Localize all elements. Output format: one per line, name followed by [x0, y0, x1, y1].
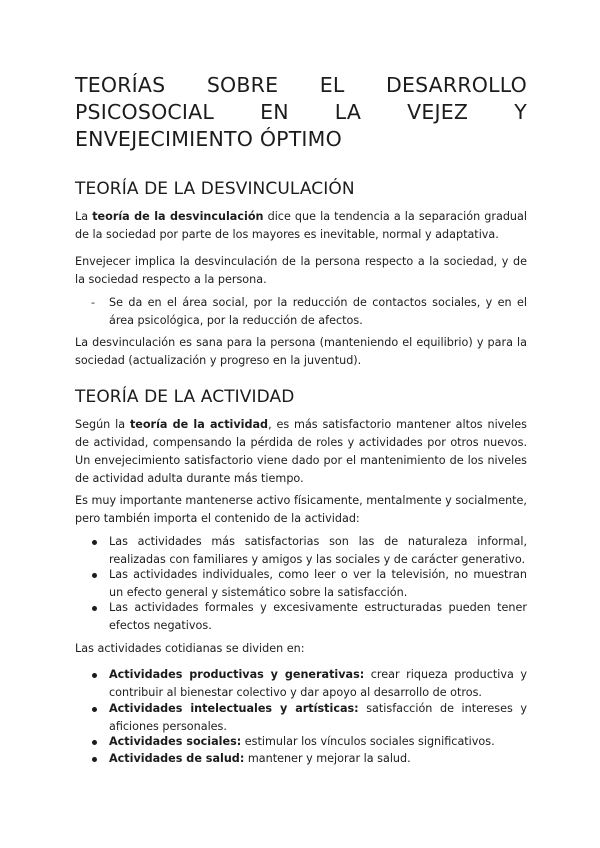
bold-term: Actividades sociales: [109, 735, 242, 748]
paragraph: Es muy importante mantenerse activo físicamente, mentalmente y socialmente, pero también importa el contenido de la actividad: [75, 494, 527, 525]
bullet-icon [92, 573, 97, 578]
paragraph: La desvinculación es sana para la persona (manteniendo el equilibrio) y para la sociedad (actualización y progreso en la juventud). [75, 336, 527, 367]
title-word: Y [514, 100, 527, 124]
bullet-icon [92, 757, 97, 762]
bullet-icon [92, 673, 97, 678]
bold-term: Actividades productivas y generativas: [109, 668, 365, 681]
bold-term: teoría de la desvinculación [92, 210, 264, 223]
list-item: Actividades sociales: estimular los vínculos sociales significativos. [109, 735, 495, 748]
document-title [75, 72, 527, 153]
list-item: Actividades productivas y generativas: crear riqueza productiva y contribuir al bienestar colectivo y dar apoyo al desarrollo de otros. [109, 668, 528, 699]
paragraph: Envejecer implica la desvinculación de la persona respecto a la sociedad, y de la sociedad respecto a la persona. [75, 255, 527, 286]
title-word: EL [319, 73, 345, 97]
section-heading-actividad: TEORÍA DE LA ACTIVIDAD [75, 387, 295, 407]
dash-marker: - [91, 296, 95, 309]
title-word: PSICOSOCIAL [75, 100, 215, 124]
bold-term: Actividades de salud: [109, 752, 245, 765]
bold-term: Actividades intelectuales y artísticas: [109, 702, 359, 715]
list-item: Actividades de salud: mantener y mejorar la salud. [109, 752, 411, 765]
title-word: LA [334, 100, 362, 124]
section-heading-desvinculacion: TEORÍA DE LA DESVINCULACIÓN [75, 179, 355, 199]
list-item: Las actividades individuales, como leer o ver la televisión, no muestran un efecto general y sistemático sobre la satisfacción. [109, 568, 527, 599]
list-item: Las actividades más satisfactorias son las de naturaleza informal, realizadas con familiares y amigos y las sociales y de carácter generativo. [109, 535, 527, 566]
title-word: SOBRE [206, 73, 279, 97]
title-word: VEJEZ [407, 100, 469, 124]
bullet-icon [92, 707, 97, 712]
title-word: TEORÍAS [75, 73, 166, 97]
paragraph: Según la teoría de la actividad, es más satisfactorio mantener altos niveles de actividad, compensando la pérdida de roles y actividades por otros nuevos. Un envejecimiento satisfactorio viene dado por el mantenimiento de los niveles de actividad adulta durante más tiempo. [75, 418, 528, 485]
list-item: Las actividades formales y excesivamente estructuradas pueden tener efectos negativos. [109, 601, 527, 632]
title-line-3: ENVEJECIMIENTO ÓPTIMO [75, 127, 342, 151]
bullet-icon [92, 606, 97, 611]
title-line-2 [75, 99, 527, 126]
title-word: EN [260, 100, 289, 124]
bold-term: teoría de la actividad [129, 418, 269, 431]
list-item: Actividades intelectuales y artísticas: satisfacción de intereses y aficiones personales. [109, 702, 527, 733]
paragraph: La teoría de la desvinculación dice que la tendencia a la separación gradual de la sociedad por parte de los mayores es inevitable, normal y adaptativa. [75, 210, 527, 241]
title-line-1 [75, 72, 527, 99]
list-item: Se da en el área social, por la reducción de contactos sociales, y en el área psicológica, por la reducción de afectos. [109, 296, 527, 327]
paragraph: Las actividades cotidianas se dividen en: [75, 642, 305, 655]
bullet-icon [92, 740, 97, 745]
bullet-icon [92, 540, 97, 545]
title-word: DESARROLLO [385, 73, 527, 97]
